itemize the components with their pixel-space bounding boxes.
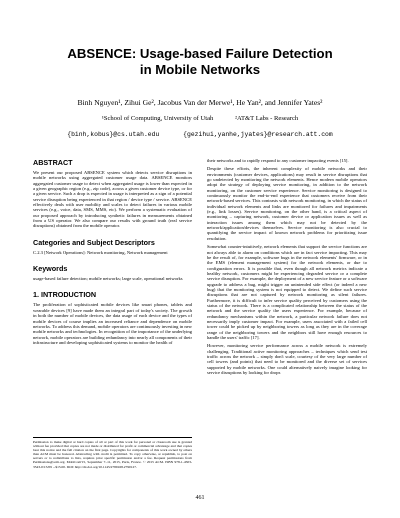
paper-title bbox=[0, 46, 400, 78]
author-list: Binh Nguyen¹, Zihui Ge², Jacobus Van der Merwe¹, He Yan², and Jennifer Yates² bbox=[77, 98, 323, 107]
right-paragraph-1: their networks and to rapidly respond to any customer impacting events [15]. bbox=[207, 158, 349, 163]
right-paragraph-4: However, monitoring service performance across a mobile network is extremely challenging. Traditional active monitoring approaches – techniques which send test traffic across the network – simply don't scale, courtesy of the very large number of cell towers (and points) that need to be monitored and the diverse set of services supported by mobile networks. One could alternatively naively imagine looking for service disruptions by looking for drops bbox=[207, 343, 367, 376]
email-att: {gezihui,yanhe,jyates}@research.att.com bbox=[183, 131, 333, 138]
right-paragraph-2: Despite these efforts, the inherent complexity of mobile networks and their environments (customer devices, applications) may result in service disruptions that go undetected by monitoring the network elements. Hence modern mobile operators adopt the strategy of deploying service monitoring, in addition to the network monitoring, on the customer service experience. Service monitoring is designed to continuously monitor the end-to-end experience that customers receive from their network-based services. This contrasts with network monitoring, in which the status of individual network elements and links are monitored for failures and impairments (e.g., link losses). Service monitoring, on the other hand, is a critical aspect of monitoring – capturing network, customer device or application issues as well as interaction issues among them which may not be detected by the network/application/devices themselves. Service monitoring is also crucial to quantifying the service impact of known network problems for prioritizing issue resolution. bbox=[207, 166, 367, 241]
left-column bbox=[33, 158, 192, 348]
affiliations bbox=[0, 114, 400, 123]
abstract-text: We present our proposed ABSENCE system which detects service disruptions in mobile networks using aggregated customer usage data. ABSENCE monitors aggregated customer usage to detect when aggregated usage is lower than expected in a given geographic region (e.g., zip code), across a given customer device type, or for a given service. Such a drop is expected in usage is interpreted as a sign of a potential service disruption being experienced in that region / device type / service. ABSENCE effectively deals with user mobility and scales to detect failures in various mobile services (e.g., voice, data, SMS, MMS, etc). We perform a systematic evaluation of our proposed approach by introducing synthetic failures in measurements obtained from a US operator. We also compare our results with ground truth (real service disruptions) obtained from the mobile operator. bbox=[33, 170, 192, 229]
categories-heading: Categories and Subject Descriptors bbox=[33, 237, 155, 247]
copyright-footnote: Permission to make digital or hard copies of all or part of this work for personal or classroom use is granted without fee provided that copies are not made or distributed for profit or commercial advantage and that copies bear this notice and the full citation on the first page. Copyrights for components of this work owned by others than ACM must be honored. Abstracting with credit is permitted. To copy otherwise, or republish, to post on servers or to redistribute to lists, requires prior specific permission and/or a fee. Request permissions from Permissions@acm.org. MobiCom'15, September 7–11, 2015, Paris, France. © 2015 ACM. ISBN 978-1-4503-3543-0/15/09 ...$15.00. DOI: http://dx.doi.org/10.1145/2789168.2790127. bbox=[33, 437, 192, 469]
title-line-2: in Mobile Networks bbox=[139, 62, 261, 77]
affiliation-att: ²AT&T Labs - Research bbox=[234, 115, 299, 122]
introduction-heading: 1. INTRODUCTION bbox=[33, 290, 97, 300]
abstract-heading: ABSTRACT bbox=[33, 158, 73, 167]
right-paragraph-3: Somewhat counter-intuitively, network elements that support the service functions are not always able to alarm on conditions which are in fact service impacting. This may be the result of, for example, software bugs in the network elements' firmware, or in the EMS (element management system) for the network elements, or due to configuration errors. It is possible that, even though all network metrics indicate a healthy network, customers might be experiencing degraded service or a complete service disruption. For example, the deployment of a new service feature or a software upgrade to address a bug, might trigger an unintended side effect (or indeed a new bug) that the monitoring system is not equipped to detect. We define such service disruptions that are not captured by network monitoring as silent failures. Furthermore, it is difficult to infer service quality perceived by customers using the status of the network. There is a complicated relationship between the status of the network and the service quality the users experience. For example, because of redundancy mechanisms within the network, a particular network failure does not necessarily imply customer impact. For example, users associated with a failed cell tower could be picked up by neighboring towers as long as they are in the coverage range of the neighboring towers and the neighbors still have enough resources to handle the users' traffic [17]. bbox=[207, 244, 367, 340]
keywords-text: usage-based failure detection; mobile networks; large scale, operational networks bbox=[33, 276, 183, 282]
keywords-heading: Keywords bbox=[33, 264, 68, 274]
categories-text: C.2.3 [Network Operations]: Network monitoring, Network management bbox=[33, 249, 168, 255]
introduction-text: The proliferation of sophisticated mobile devices like smart phones, tablets and wearable devices [9] have made them an integral part of today's society. The growth in both the number of mobile devices, the data usage of each device and the types of mobile devices of course implies an increased reliance and dependence on mobile networks. To address this demand, mobile operators are continuously investing in new mobile networks and technologies. In recognition of the importance of the underlying network, mobile operators are building redundancy into nearly all components of their infrastructure and developing sophisticated systems to monitor the health of bbox=[33, 302, 192, 345]
title-line-1: ABSENCE: Usage-based Failure Detection bbox=[67, 46, 333, 61]
right-column bbox=[207, 158, 367, 378]
author-emails bbox=[0, 130, 400, 139]
page-number: 461 bbox=[195, 495, 205, 501]
affiliation-utah: ¹School of Computing, University of Utah bbox=[101, 115, 214, 122]
email-utah: {binh,kobus}@cs.utah.edu bbox=[67, 131, 160, 138]
